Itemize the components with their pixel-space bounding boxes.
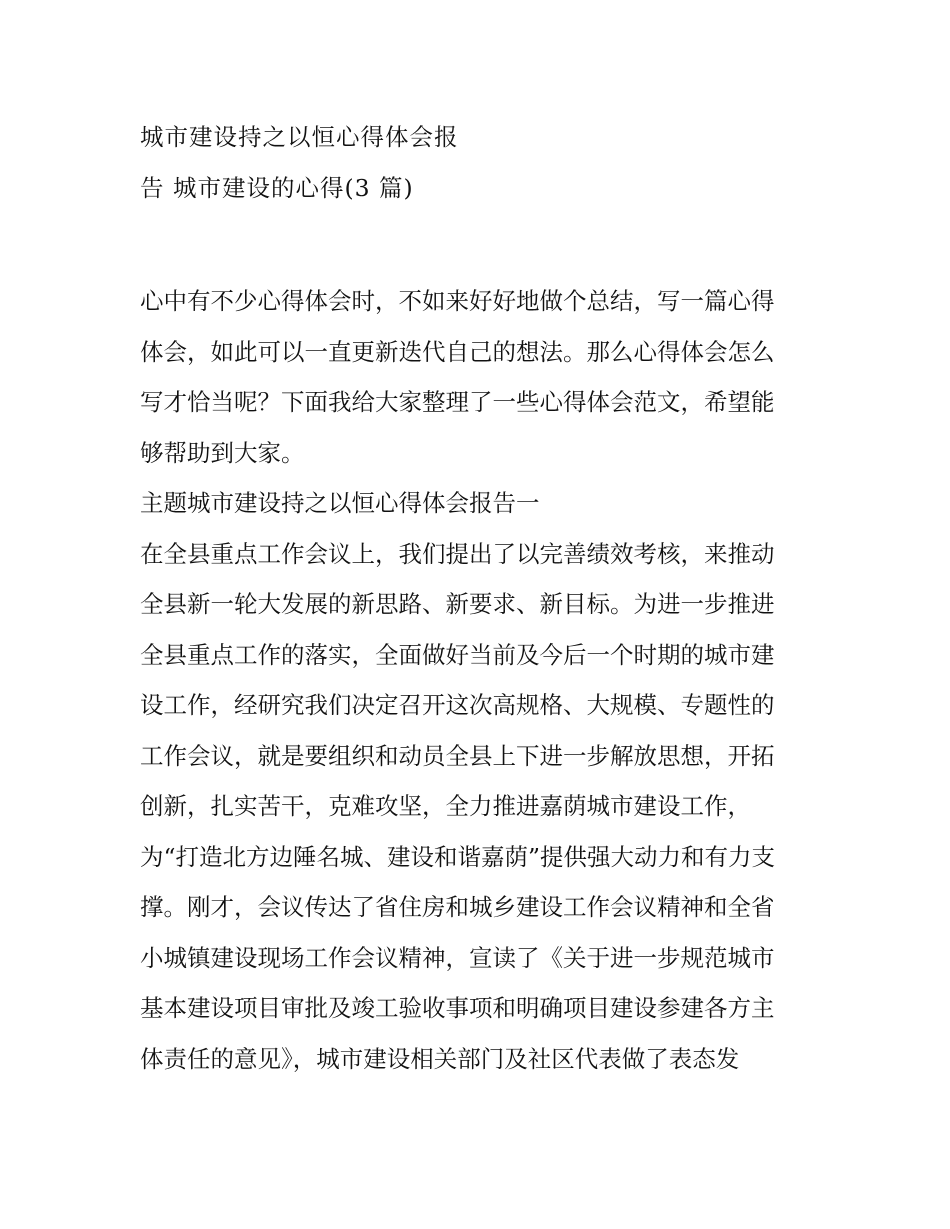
- text-line: 为“打造北方边陲名城、建设和谐嘉荫”提供强大动力和有力支: [140, 842, 776, 871]
- text-line: 写才恰当呢？下面我给大家整理了一些心得体会范文，希望能: [140, 388, 775, 416]
- text-line: 设工作，经研究我们决定召开这次高规格、大规模、专题性的: [140, 691, 775, 719]
- text-line: 体会，如此可以一直更新迭代自己的想法。那么心得体会怎么: [140, 337, 775, 366]
- document-title: [140, 112, 820, 213]
- text-line: 小城镇建设现场工作会议精神，宣读了《关于进一步规范城市: [140, 943, 775, 972]
- text-line: 全县新一轮大发展的新思路、新要求、新目标。为进一步推进: [140, 590, 775, 618]
- section-heading: 主题城市建设持之以恒心得体会报告一: [140, 489, 540, 517]
- text-line: 体责任的意见》，城市建设相关部门及社区代表做了表态发: [140, 1044, 740, 1073]
- document-body: [140, 276, 815, 1084]
- text-line: 心中有不少心得体会时，不如来好好地做个总结，写一篇心得: [140, 287, 775, 315]
- text-line: 工作会议，就是要组织和动员全县上下进一步解放思想，开拓: [140, 741, 775, 770]
- text-line: 创新，扎实苦干，克难攻坚，全力推进嘉荫城市建设工作，: [140, 792, 751, 820]
- text-line: 基本建设项目审批及竣工验收事项和明确项目建设参建各方主: [140, 994, 775, 1022]
- text-line: 够帮助到大家。: [140, 438, 305, 467]
- title-line: 告 城市建设的心得(3 篇): [140, 173, 414, 202]
- title-line: 城市建设持之以恒心得体会报: [140, 123, 459, 151]
- text-line: 撑。刚才，会议传达了省住房和城乡建设工作会议精神和全省: [140, 893, 775, 921]
- text-line: 在全县重点工作会议上，我们提出了以完善绩效考核，来推动: [140, 539, 775, 568]
- text-line: 全县重点工作的落实，全面做好当前及今后一个时期的城市建: [140, 640, 775, 669]
